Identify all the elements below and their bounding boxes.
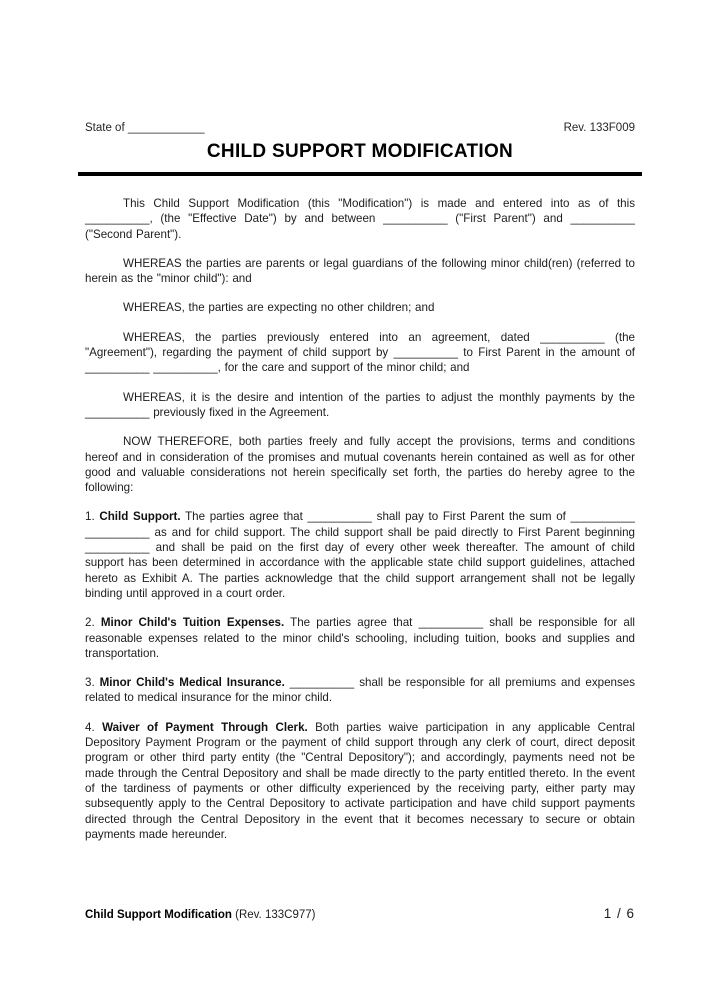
section-1-number: 1.	[85, 510, 100, 524]
footer-doc-title	[85, 909, 315, 921]
section-1-heading: Child Support.	[99, 510, 181, 524]
section-3-medical-insurance	[85, 675, 635, 706]
state-of-field: State of ____________	[85, 122, 205, 134]
whereas-clause-1: WHEREAS the parties are parents or legal guardians of the following minor child(ren) (referred to herein as the "minor child"): and	[85, 256, 635, 286]
section-1-child-support	[85, 509, 635, 601]
title-rule	[78, 172, 642, 176]
section-4-body: Both parties waive participation in any applicable Central Depository Payment Program or the payment of child support through any clerk of court, direct deposit program or other third party entity (the "Central Depository"); and accordingly, payments need not be made through the Central Depository and shall be made directly to the party entitled thereto. In the event of the tardiness of payments or other difficulty experienced by the receiving party, either party may subsequently apply to the Central Depository to activate participation and have child support payments directed through the Central Depository in the event that it becomes necessary to secure or obtain payments made hereunder.	[85, 720, 636, 841]
page-number-indicator: 1 / 6	[603, 906, 635, 921]
document-content	[85, 122, 635, 856]
document-header	[85, 122, 635, 134]
section-3-number: 3.	[85, 676, 100, 690]
section-4-number: 4.	[85, 720, 103, 734]
section-2-number: 2.	[85, 616, 101, 630]
document-footer	[85, 906, 635, 921]
section-2-heading: Minor Child's Tuition Expenses.	[100, 616, 285, 630]
whereas-clause-2: WHEREAS, the parties are expecting no other children; and	[123, 301, 435, 315]
whereas-clause-4: WHEREAS, it is the desire and intention of the parties to adjust the monthly payments by the __________ previously fixed in the Agreement.	[85, 390, 635, 419]
opening-paragraph: This Child Support Modification (this "Modification") is made and entered into as of this __________, (the "Effective Date") by and between __________ ("First Parent") and __________ ("Second Parent").	[85, 197, 635, 241]
footer-revision: (Rev. 133C977)	[231, 909, 316, 921]
section-4-heading: Waiver of Payment Through Clerk.	[102, 720, 308, 734]
section-4-waiver-of-payment	[85, 720, 635, 842]
section-3-body: __________ shall be responsible for all premiums and expenses related to medical insurance for the minor child.	[85, 676, 636, 705]
header-revision: Rev. 133F009	[563, 122, 635, 134]
section-2-tuition-expenses	[85, 615, 635, 661]
section-1-body: The parties agree that __________ shall pay to First Parent the sum of __________ __________ as and for child support. The child support shall be paid directly to First Parent beginning __________ and shall be paid on the first day of every other week thereafter. The amount of child support has been determined in accordance with the applicable state child support guidelines, attached hereto as Exhibit A. The parties acknowledge that the child support arrangement shall not be legally binding until approved in a court order.	[85, 510, 636, 600]
now-therefore-paragraph: NOW THEREFORE, both parties freely and fully accept the provisions, terms and conditions hereof and in consideration of the promises and mutual covenants herein contained as well as for other good and valuable considerations not herein specifically set forth, the parties do hereby agree to the following:	[85, 435, 635, 495]
whereas-clause-3: WHEREAS, the parties previously entered into an agreement, dated __________ (the "Agreement"), regarding the payment of child support by __________ to First Parent in the amount of __________ __________, for the care and support of the minor child; and	[85, 330, 635, 375]
page-title: CHILD SUPPORT MODIFICATION	[206, 141, 514, 162]
section-2-body: The parties agree that __________ shall be responsible for all reasonable expenses related to the minor child's schooling, including tuition, books and supplies and transportation.	[85, 616, 636, 660]
section-3-heading: Minor Child's Medical Insurance.	[99, 676, 285, 690]
footer-doc-title-bold: Child Support Modification	[85, 909, 232, 921]
